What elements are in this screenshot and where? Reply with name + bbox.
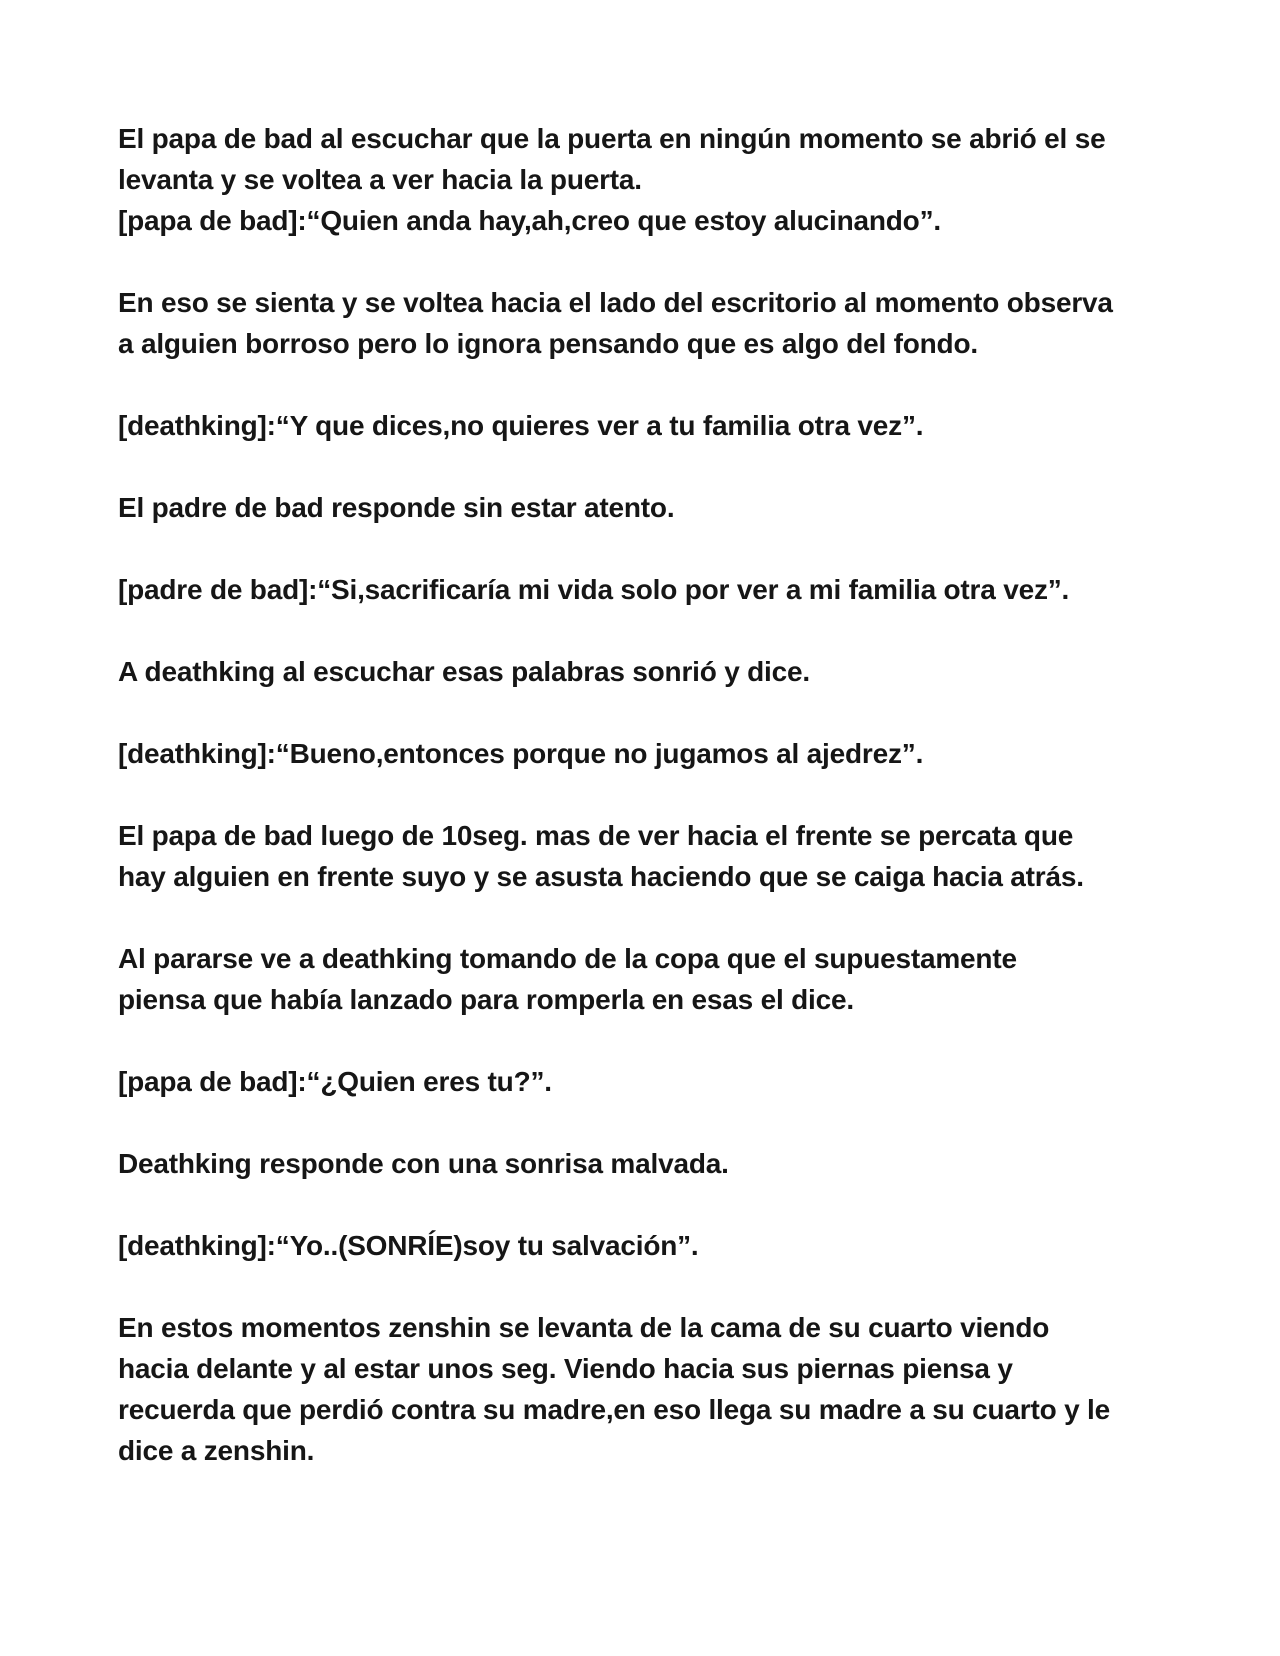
- paragraph-13: [118, 1225, 1178, 1266]
- paragraph-2: [118, 200, 1178, 241]
- paragraph-9: [118, 815, 1178, 897]
- text-line: El padre de bad responde sin estar atento.: [118, 492, 675, 523]
- paragraph-7: [118, 651, 1178, 692]
- text-line: En eso se sienta y se voltea hacia el lado del escritorio al momento observa: [118, 287, 1113, 318]
- text-line: levanta y se voltea a ver hacia la puerta.: [118, 164, 642, 195]
- paragraph-3: [118, 282, 1178, 364]
- paragraph-11: [118, 1061, 1178, 1102]
- paragraph-12: [118, 1143, 1178, 1184]
- paragraph-4: [118, 405, 1178, 446]
- paragraph-8: [118, 733, 1178, 774]
- text-line: [deathking]:“Y que dices,no quieres ver a tu familia otra vez”.: [118, 410, 924, 441]
- text-line: [deathking]:“Bueno,entonces porque no jugamos al ajedrez”.: [118, 738, 924, 769]
- text-line: El papa de bad al escuchar que la puerta en ningún momento se abrió el se: [118, 123, 1106, 154]
- text-line: recuerda que perdió contra su madre,en eso llega su madre a su cuarto y le: [118, 1394, 1110, 1425]
- text-line: [padre de bad]:“Si,sacrificaría mi vida solo por ver a mi familia otra vez”.: [118, 574, 1070, 605]
- paragraph-1: [118, 118, 1178, 200]
- paragraph-10: [118, 938, 1178, 1020]
- document-body: [118, 118, 1178, 1512]
- text-line: En estos momentos zenshin se levanta de la cama de su cuarto viendo: [118, 1312, 1050, 1343]
- text-line: Deathking responde con una sonrisa malvada.: [118, 1148, 729, 1179]
- text-line: El papa de bad luego de 10seg. mas de ver hacia el frente se percata que: [118, 820, 1074, 851]
- paragraph-6: [118, 569, 1178, 610]
- text-line: dice a zenshin.: [118, 1435, 315, 1466]
- text-line: hacia delante y al estar unos seg. Viendo hacia sus piernas piensa y: [118, 1353, 1013, 1384]
- text-line: piensa que había lanzado para romperla en esas el dice.: [118, 984, 854, 1015]
- text-line: [deathking]:“Yo..(SONRÍE)soy tu salvación”.: [118, 1230, 699, 1261]
- text-line: a alguien borroso pero lo ignora pensando que es algo del fondo.: [118, 328, 978, 359]
- paragraph-5: [118, 487, 1178, 528]
- text-line: hay alguien en frente suyo y se asusta haciendo que se caiga hacia atrás.: [118, 861, 1084, 892]
- paragraph-14: [118, 1307, 1178, 1471]
- text-line: [papa de bad]:“¿Quien eres tu?”.: [118, 1066, 552, 1097]
- text-line: [papa de bad]:“Quien anda hay,ah,creo que estoy alucinando”.: [118, 205, 941, 236]
- text-line: A deathking al escuchar esas palabras sonrió y dice.: [118, 656, 810, 687]
- text-line: Al pararse ve a deathking tomando de la copa que el supuestamente: [118, 943, 1017, 974]
